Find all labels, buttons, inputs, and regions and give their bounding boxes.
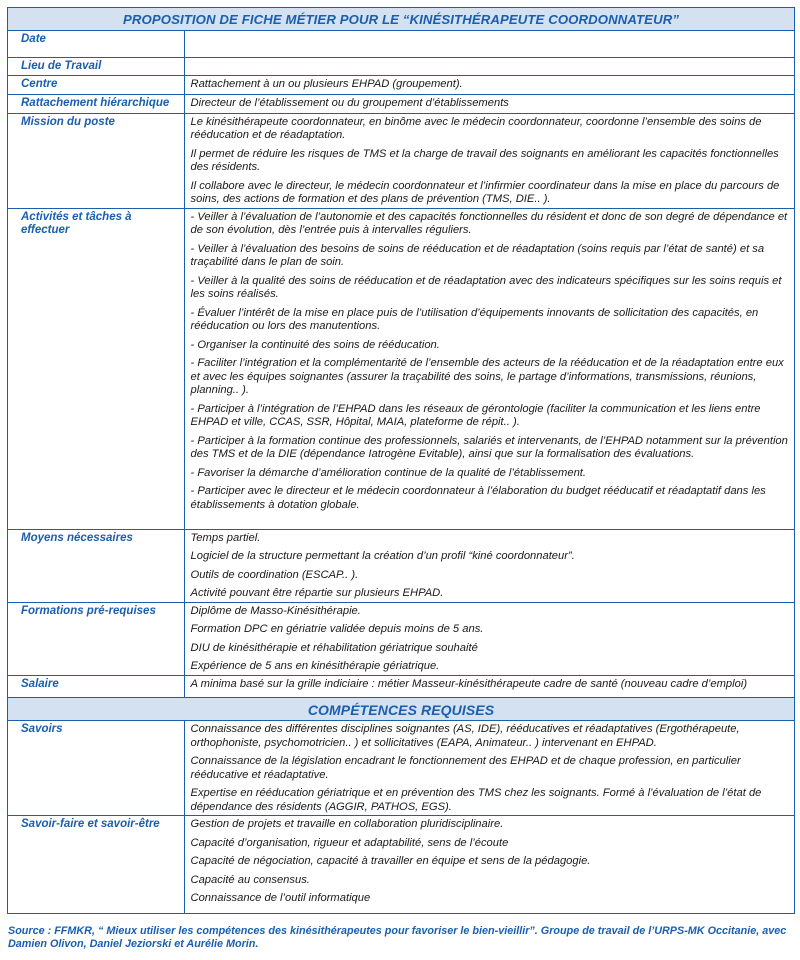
row-label: Savoirs bbox=[8, 721, 184, 816]
row-paragraph: - Veiller à l’évaluation de l’autonomie et des capacités fonctionnelles du résident et donc de son degré de dépendance et de son évolution, dès l’entrée puis à intervalles réguliers. bbox=[190, 210, 788, 236]
source-note: Source : FFMKR, “ Mieux utiliser les compétences des kinésithérapeutes pour favoriser le bien-vieillir”. Groupe de travail de l’URPS-MK Occitanie, avec Damien Olivon, Daniel Jeziorski et Aurélie Morin. bbox=[8, 925, 787, 951]
row-paragraph: Diplôme de Masso-Kinésithérapie. bbox=[190, 604, 361, 617]
row-label: Formations pré-requises bbox=[8, 602, 184, 675]
competences-table bbox=[8, 721, 794, 913]
row-moyens-necessaires bbox=[8, 529, 794, 602]
row-label: Rattachement hiérarchique bbox=[8, 94, 184, 113]
row-label: Centre bbox=[8, 75, 184, 94]
row-paragraph: Connaissance des différentes disciplines soignantes (AS, IDE), rééducatives et réadaptatives (Ergothérapeute, orthophoniste, psychomotricien.. ) et sollicitatives (EAPA, Animateur.. ) intervenant en EHPAD. bbox=[190, 723, 740, 749]
row-paragraph: Temps partiel. bbox=[190, 531, 261, 544]
row-paragraph: Capacité d’organisation, rigueur et adaptabilité, sens de l’écoute bbox=[190, 836, 509, 849]
row-formations-pre-requises bbox=[8, 602, 794, 675]
row-label: Lieu de Travail bbox=[8, 57, 184, 75]
row-value bbox=[184, 675, 794, 697]
row-mission-du-poste bbox=[8, 113, 794, 208]
row-paragraph: - Participer à la formation continue des professionnels, salariés et intervenants, de l’EHPAD notamment sur la prévention des TMS et de la DIE (dépendance Iatrogène Evitable), ainsi que sur la formalisation des évaluations. bbox=[190, 434, 788, 460]
row-centre bbox=[8, 75, 794, 94]
row-activites-et-taches-a-effectuer bbox=[8, 208, 794, 529]
row-paragraph: Rattachement à un ou plusieurs EHPAD (groupement). bbox=[190, 77, 463, 90]
competences-title: COMPÉTENCES REQUISES bbox=[8, 697, 794, 721]
row-paragraph: Expérience de 5 ans en kinésithérapie gériatrique. bbox=[190, 660, 440, 672]
row-paragraph: - Participer avec le directeur et le médecin coordonnateur à l’élaboration du budget rééducatif et réadaptatif dans les établissements à dotation globale. bbox=[190, 485, 766, 511]
row-paragraph: Capacité de négociation, capacité à travailler en équipe et sens de la pédagogie. bbox=[190, 855, 591, 867]
row-paragraph: - Évaluer l’intérêt de la mise en place puis de l’utilisation d’équipements innovants de sollicitation des capacités, en rééducation ou lors des manutentions. bbox=[190, 306, 759, 332]
row-paragraph: Connaissance de l’outil informatique bbox=[190, 892, 371, 904]
row-label: Date bbox=[8, 31, 184, 57]
row-value bbox=[184, 94, 794, 113]
sheet-title: PROPOSITION DE FICHE MÉTIER POUR LE “KINÉSITHÉRAPEUTE COORDONNATEUR” bbox=[8, 8, 794, 31]
row-value bbox=[184, 721, 794, 816]
row-date bbox=[8, 31, 794, 57]
row-label: Savoir-faire et savoir-être bbox=[8, 816, 184, 913]
row-paragraph: - Faciliter l’intégration et la complémentarité de l’ensemble des acteurs de la rééducation et de la réadaptation entre eux et avec les équipes soignantes (assurer la traçabilité des soins, le partage d’informations, transmissions, réunions, planning.. ). bbox=[190, 357, 784, 396]
row-salaire bbox=[8, 675, 794, 697]
row-lieu-de-travail bbox=[8, 57, 794, 75]
row-label: Mission du poste bbox=[8, 113, 184, 208]
row-paragraph: Le kinésithérapeute coordonnateur, en binôme avec le médecin coordonnateur, coordonne l’ensemble des soins de rééducation et de réadaptation. bbox=[190, 115, 762, 141]
row-paragraph: DIU de kinésithérapie et réhabilitation gériatrique souhaité bbox=[190, 641, 478, 654]
row-value bbox=[184, 816, 794, 913]
row-label: Salaire bbox=[8, 675, 184, 697]
row-paragraph: Il collabore avec le directeur, le médecin coordonnateur et l’infirmier coordinateur dans la mise en place du parcours de soins, des actions de formation et des plans de prévention (TMS, DIE.. ). bbox=[190, 179, 780, 205]
row-paragraph: Logiciel de la structure permettant la création d’un profil “kiné coordonnateur”. bbox=[190, 550, 575, 562]
row-paragraph: - Participer à l’intégration de l’EHPAD dans les réseaux de gérontologie (faciliter la communication et les liens entre EHPAD et ville, CCAS, SSR, Hôpital, MAIA, plateforme de répit.. ). bbox=[190, 402, 761, 428]
row-value bbox=[184, 208, 794, 529]
row-paragraph: - Organiser la continuité des soins de rééducation. bbox=[190, 338, 440, 351]
row-paragraph: - Veiller à l’évaluation des besoins de soins de rééducation et de réadaptation (soins requis par l’état de santé) et sa traçabilité dans le plan de soin. bbox=[190, 242, 765, 268]
row-paragraph: Gestion de projets et travaille en collaboration pluridisciplinaire. bbox=[190, 818, 504, 830]
row-rattachement-hierarchique bbox=[8, 94, 794, 113]
row-value bbox=[184, 57, 794, 75]
row-paragraph: Connaissance de la législation encadrant le fonctionnement des EHPAD et de chaque profession, en particulier rééducative et réadaptative. bbox=[190, 755, 741, 781]
row-label: Activités et tâches à effectuer bbox=[8, 208, 184, 529]
row-value bbox=[184, 75, 794, 94]
row-paragraph: Outils de coordination (ESCAP.. ). bbox=[190, 568, 359, 581]
row-label: Moyens nécessaires bbox=[8, 529, 184, 602]
row-value bbox=[184, 529, 794, 602]
row-value bbox=[184, 113, 794, 208]
row-paragraph: A minima basé sur la grille indiciaire : métier Masseur-kinésithérapeute cadre de santé (nouveau cadre d’emploi) bbox=[190, 677, 748, 690]
row-paragraph: - Veiller à la qualité des soins de rééducation et de réadaptation avec des indicateurs spécifiques sur les soins requis et les soins réalisés. bbox=[190, 274, 782, 300]
job-table bbox=[8, 31, 794, 697]
row-paragraph: Directeur de l’établissement ou du groupement d’établissements bbox=[190, 96, 509, 109]
row-paragraph: Il permet de réduire les risques de TMS et la charge de travail des soignants en améliorant les capacités fonctionnelles des résidents. bbox=[190, 147, 779, 173]
row-paragraph: Capacité au consensus. bbox=[190, 873, 310, 886]
row-paragraph: - Favoriser la démarche d’amélioration continue de la qualité de l’établissement. bbox=[190, 466, 587, 479]
row-savoir-faire-et-savoir-etre bbox=[8, 816, 794, 913]
row-value bbox=[184, 602, 794, 675]
row-value bbox=[184, 31, 794, 57]
row-savoirs bbox=[8, 721, 794, 816]
job-description-sheet bbox=[7, 7, 795, 914]
row-paragraph: Activité pouvant être répartie sur plusieurs EHPAD. bbox=[190, 587, 444, 599]
row-paragraph: Expertise en rééducation gériatrique et en prévention des TMS chez les soignants. Formé à l’évaluation de l’état de dépendance des résidents (AGGIR, PATHOS, EGS). bbox=[190, 787, 762, 813]
row-paragraph: Formation DPC en gériatrie validée depuis moins de 5 ans. bbox=[190, 623, 484, 635]
